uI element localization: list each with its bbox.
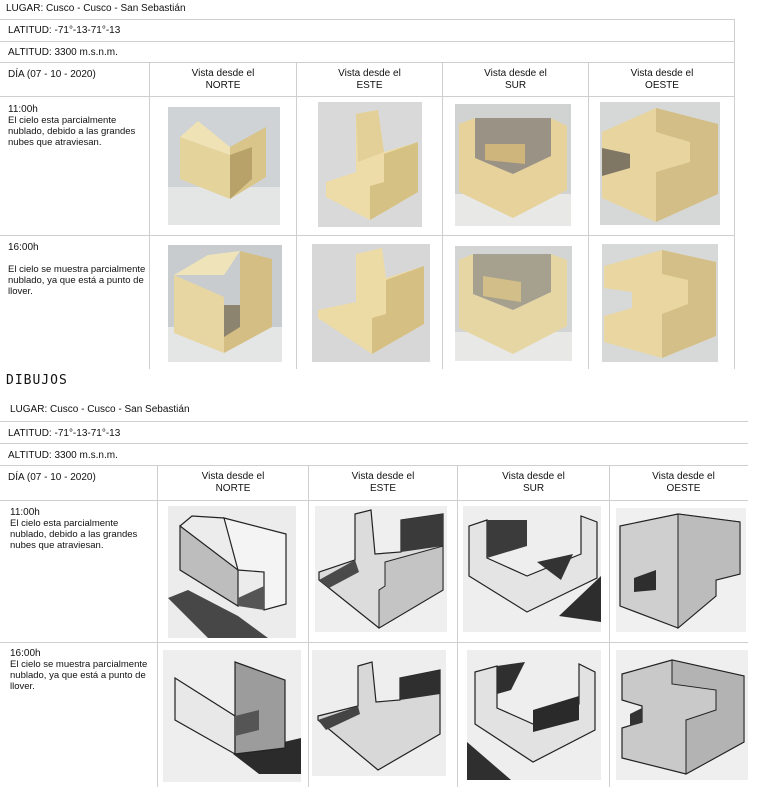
view-header-direction: OESTE (645, 80, 679, 91)
pencil-drawing (312, 650, 446, 776)
model-photo (602, 244, 718, 362)
model-photo (168, 245, 282, 362)
divider (0, 19, 735, 20)
bottom-dia: DÍA (07 - 10 - 2020) (8, 472, 96, 483)
view-header-direction: NORTE (215, 483, 251, 494)
view-header-direction: OESTE (666, 483, 701, 494)
top-lugar: LUGAR: Cusco - Cusco - San Sebastián (6, 3, 186, 14)
divider (0, 96, 735, 97)
row-time: 11:00h (8, 104, 38, 115)
top-latitud: LATITUD: -71°-13-71°-13 (8, 25, 121, 36)
bottom-altitud: ALTITUD: 3300 m.s.n.m. (8, 450, 118, 461)
col-divider (609, 465, 610, 787)
divider (0, 443, 748, 444)
col-divider (442, 62, 443, 369)
model-photo (168, 107, 280, 225)
view-header-oeste (610, 471, 757, 495)
section-heading: DIBUJOS (6, 373, 68, 388)
divider (0, 235, 735, 236)
view-header-line: Vista desde el (502, 471, 565, 482)
pencil-drawing (315, 506, 447, 632)
col-divider (296, 62, 297, 369)
view-header-line: Vista desde el (191, 68, 255, 79)
divider (0, 642, 748, 643)
view-header-este (297, 68, 442, 92)
view-header-line: Vista desde el (484, 68, 547, 79)
row-note: El cielo se muestra parcialmente nublado, ya que está a punto de llover. (8, 264, 146, 297)
col-divider (308, 465, 309, 787)
view-header-sur (443, 68, 588, 92)
col-divider (588, 62, 589, 369)
view-header-norte (150, 68, 296, 92)
view-header-norte (158, 471, 308, 495)
view-header-line: Vista desde el (351, 471, 415, 482)
view-header-direction: NORTE (205, 80, 241, 91)
col-divider (157, 465, 158, 787)
model-photo (600, 102, 720, 225)
pencil-drawing (467, 650, 601, 780)
divider (0, 41, 735, 42)
row-note: El cielo esta parcialmente nublado, debido a las grandes nubes que atraviesan. (8, 115, 136, 148)
row-time: 16:00h (8, 242, 39, 253)
pencil-drawing (616, 650, 748, 780)
row-note: El cielo se muestra parcialmente nublado, ya que está a punto de llover. (10, 659, 148, 692)
bottom-lugar: LUGAR: Cusco - Cusco - San Sebastián (10, 404, 190, 415)
model-photo (312, 244, 430, 362)
view-header-direction: ESTE (356, 80, 383, 91)
view-header-direction: SUR (522, 483, 545, 494)
bottom-latitud: LATITUD: -71°-13-71°-13 (8, 428, 121, 439)
view-header-line: Vista desde el (201, 471, 265, 482)
divider (0, 62, 735, 63)
model-photo (455, 246, 572, 361)
col-divider (149, 62, 150, 369)
row-time: 16:00h (10, 648, 41, 659)
divider (0, 465, 748, 466)
view-header-direction: ESTE (369, 483, 397, 494)
pencil-drawing (163, 650, 301, 782)
view-header-line: Vista desde el (338, 68, 401, 79)
top-altitud: ALTITUD: 3300 m.s.n.m. (8, 47, 118, 58)
view-header-este (309, 471, 457, 495)
col-divider (457, 465, 458, 787)
view-header-oeste (589, 68, 735, 92)
view-header-line: Vista desde el (652, 471, 715, 482)
view-header-sur (458, 471, 609, 495)
row-time: 11:00h (10, 507, 40, 518)
top-dia: DÍA (07 - 10 - 2020) (8, 69, 96, 80)
model-photo (455, 104, 571, 226)
view-header-direction: SUR (504, 80, 527, 91)
model-photo (318, 102, 422, 227)
divider (0, 421, 748, 422)
row-note: El cielo esta parcialmente nublado, debido a las grandes nubes que atraviesan. (10, 518, 138, 551)
pencil-drawing (168, 506, 296, 638)
divider (0, 500, 748, 501)
pencil-drawing (463, 506, 601, 632)
view-header-line: Vista desde el (630, 68, 694, 79)
pencil-drawing (616, 508, 746, 632)
